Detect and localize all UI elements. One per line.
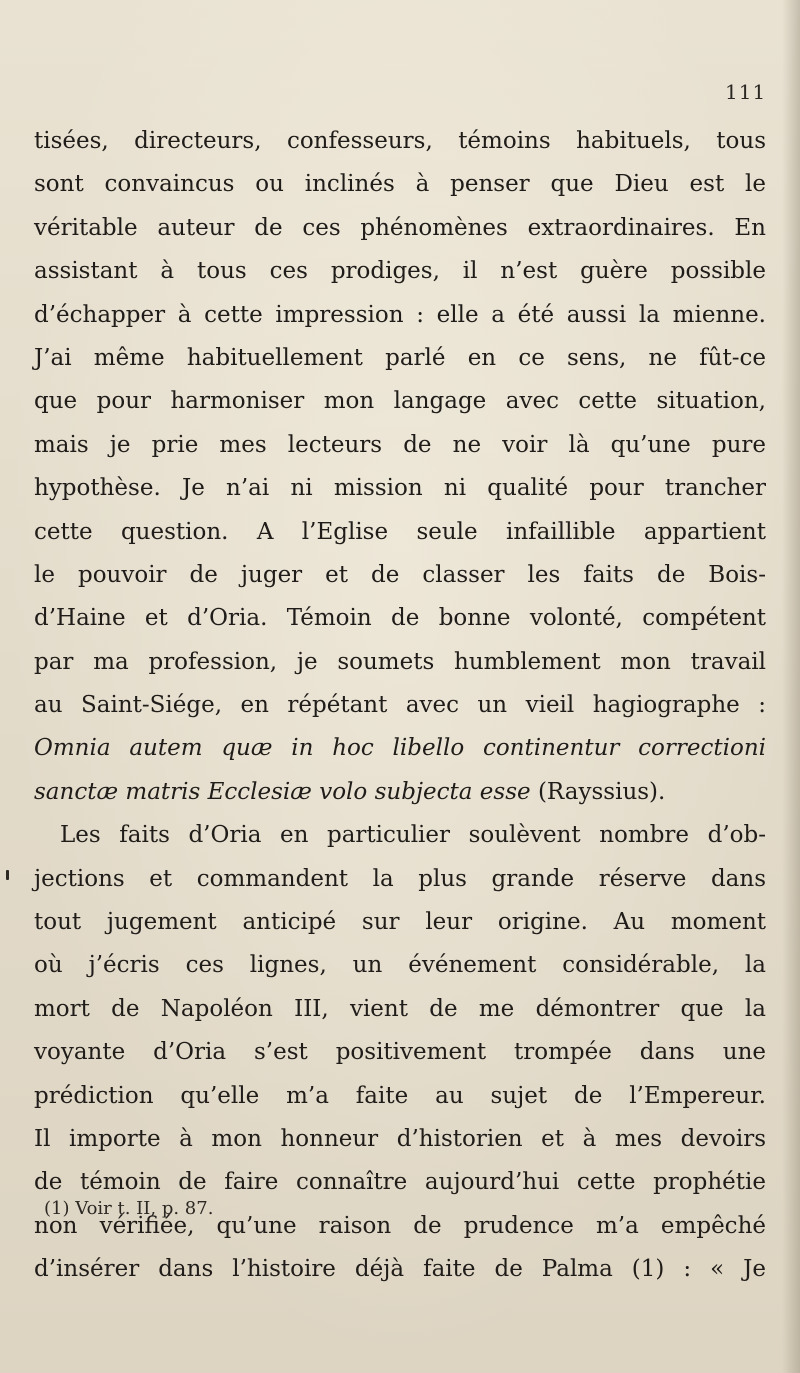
text-line: tout jugement anticipé sur leur origine. Au moment bbox=[34, 909, 766, 936]
text-line: sont convaincus ou inclinés à penser que Dieu est le bbox=[34, 171, 766, 198]
text-line: tisées, directeurs, confesseurs, témoins habituels, tous bbox=[34, 128, 766, 154]
text-line: jections et commandent la plus grande réserve dans bbox=[34, 865, 766, 892]
page-edge-shadow bbox=[782, 0, 800, 1373]
paragraph-first-line: Les faits d’Oria en particulier soulèvent nombre d’ob- bbox=[60, 822, 766, 849]
text-line: où j’écris ces lignes, un événement considérable, la bbox=[34, 952, 766, 979]
text-line: de témoin de faire connaître aujourd’hui cette prophétie bbox=[34, 1169, 766, 1196]
text-line: par ma profession, je soumets humblement mon travail bbox=[34, 648, 766, 675]
latin-quote-line: Omnia autem quæ in hoc libello continentur correctioni bbox=[34, 735, 766, 762]
text-line: le pouvoir de juger et de classer les faits de Bois- bbox=[34, 561, 766, 588]
text-line: d’Haine et d’Oria. Témoin de bonne volonté, compétent bbox=[34, 605, 766, 632]
latin-quote-line-end bbox=[34, 771, 766, 814]
text-line: d’insérer dans l’histoire déjà faite de Palma (1) : « Je bbox=[34, 1256, 766, 1283]
text-line: que pour harmoniser mon langage avec cette situation, bbox=[34, 388, 766, 415]
text-line: mort de Napoléon III, vient de me démontrer que la bbox=[34, 995, 766, 1022]
body-text bbox=[34, 120, 766, 1292]
text-line: d’échapper à cette impression : elle a été aussi la mienne. bbox=[34, 301, 766, 328]
page-number: 111 bbox=[725, 80, 767, 104]
margin-mark bbox=[6, 870, 9, 880]
quote-source: (Rayssius). bbox=[530, 778, 666, 805]
text-line: au Saint-Siége, en répétant avec un vieil hagiographe : bbox=[34, 692, 766, 719]
text-line: voyante d’Oria s’est positivement trompée dans une bbox=[34, 1039, 766, 1066]
text-line: mais je prie mes lecteurs de ne voir là qu’une pure bbox=[34, 431, 766, 458]
text-line: assistant à tous ces prodiges, il n’est guère possible bbox=[34, 258, 766, 285]
text-line: cette question. A l’Eglise seule infaillible appartient bbox=[34, 518, 766, 545]
text-line: J’ai même habituellement parlé en ce sens, ne fût-ce bbox=[34, 344, 766, 371]
text-line: non vérifiée, qu’une raison de prudence m’a empêché bbox=[34, 1212, 766, 1239]
text-line: véritable auteur de ces phénomènes extraordinaires. En bbox=[34, 214, 766, 241]
footnote: (1) Voir t. II, p. 87. bbox=[44, 1198, 214, 1219]
text-line: Il importe à mon honneur d’historien et à mes devoirs bbox=[34, 1125, 766, 1152]
text-line: prédiction qu’elle m’a faite au sujet de l’Empereur. bbox=[34, 1082, 766, 1109]
text-line: hypothèse. Je n’ai ni mission ni qualité pour trancher bbox=[34, 475, 766, 502]
latin-quote-italic: sanctæ matris Ecclesiæ volo subjecta esse bbox=[34, 778, 531, 805]
